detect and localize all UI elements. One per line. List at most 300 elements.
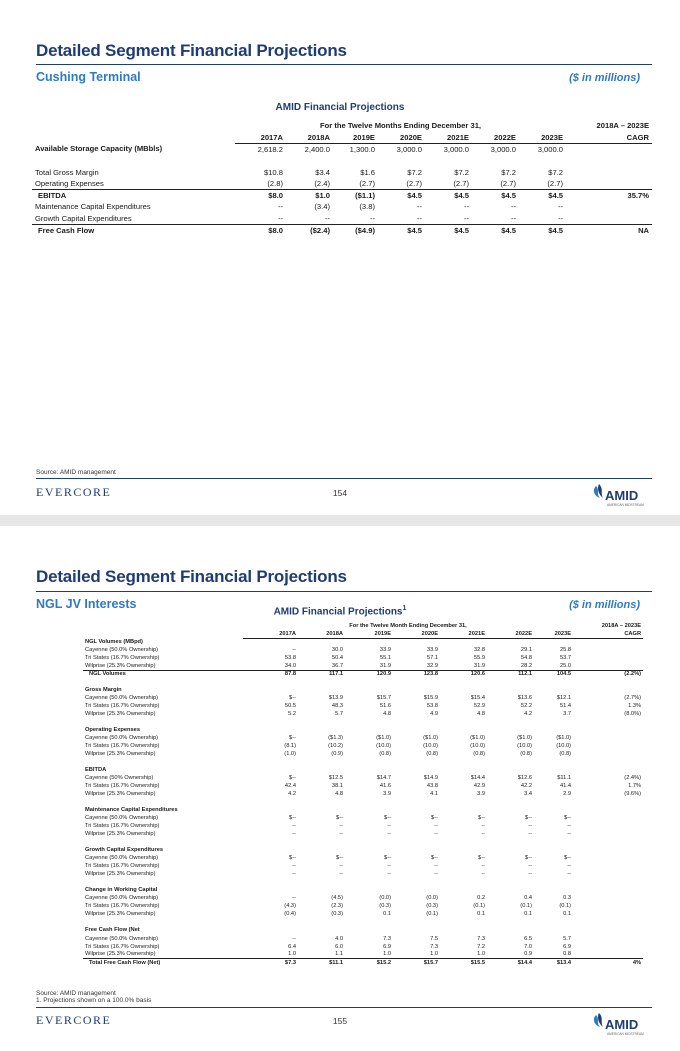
cell: $14.4 <box>470 775 485 782</box>
cell: 53.7 <box>559 655 572 662</box>
cell: $7.2 <box>454 167 469 177</box>
cell: $13.6 <box>517 695 532 702</box>
cagr-cell <box>566 201 652 213</box>
cell: (0.3) <box>426 903 438 910</box>
cell: (0.4) <box>284 911 296 918</box>
section-header-row <box>83 846 643 854</box>
cell: 51.4 <box>559 703 572 710</box>
cell: 7.2 <box>477 943 485 950</box>
year-header: 2021E <box>425 132 472 144</box>
cushing-projections-table <box>32 120 652 236</box>
cell: (2.7) <box>547 179 564 188</box>
cell: 4.9 <box>430 711 438 718</box>
table-row <box>83 702 643 710</box>
table-row <box>83 894 643 902</box>
cell: -- <box>292 831 296 838</box>
table-row <box>83 742 643 750</box>
cell: (10.0) <box>517 743 532 750</box>
cell: 117.1 <box>298 670 345 678</box>
cell: (8.1) <box>284 743 296 750</box>
cagr-cell: (2.7%) <box>624 695 642 702</box>
cagr-cell <box>573 742 643 750</box>
cell: $7.2 <box>548 167 564 177</box>
cell: $-- <box>564 815 572 822</box>
row-label: Wilprise (25.3% Ownership) <box>85 711 156 718</box>
cell: $12.5 <box>328 775 343 782</box>
row-label: Tri States (16.7% Ownership) <box>85 863 160 870</box>
amid-logo <box>592 1011 644 1037</box>
cell: $11.1 <box>557 775 572 782</box>
cell: (0.8) <box>559 751 572 758</box>
cell: -- <box>434 823 438 830</box>
cell: (3.8) <box>359 202 375 212</box>
svg-text:AMERICAN MIDSTREAM: AMERICAN MIDSTREAM <box>607 503 644 507</box>
cell: 3.9 <box>477 791 485 798</box>
cell: 55.9 <box>473 655 485 662</box>
cell: $12.1 <box>556 695 572 702</box>
cell: (4.5) <box>331 895 343 902</box>
capacity-row <box>32 143 652 155</box>
row-label: Cayenne (50.0% Ownership) <box>85 735 159 742</box>
cell: (4.3) <box>284 903 296 910</box>
section-title: Maintenance Capital Expenditures <box>85 807 178 814</box>
cell: 32.8 <box>473 647 485 654</box>
cell: (0.8) <box>379 751 391 758</box>
year-header-row <box>32 132 652 144</box>
cagr-cell: (2.2%) <box>573 670 643 678</box>
table-row <box>83 774 643 782</box>
cell: 55.1 <box>379 655 391 662</box>
year-header-row <box>83 630 643 638</box>
source-note: Source: AMID management <box>36 990 116 997</box>
table-row <box>83 822 643 830</box>
table-row <box>83 862 643 870</box>
cell: $15.7 <box>393 959 440 967</box>
cagr-cell <box>573 902 643 910</box>
cell: 5.7 <box>335 711 343 718</box>
row-label: Cayenne (50.0% Ownership) <box>85 647 159 654</box>
section-title: Free Cash Flow (Net <box>85 927 140 934</box>
cell: -- <box>481 871 485 878</box>
cagr-cell <box>573 943 643 951</box>
cell: -- <box>567 823 572 830</box>
cell: 57.1 <box>426 655 438 662</box>
cell: (3.4) <box>314 202 330 212</box>
row-label: Wilprise (25.3% Ownership) <box>85 791 156 798</box>
row-label: Available Storage Capacity (MBbls) <box>35 144 163 154</box>
cell: 7.0 <box>524 943 532 950</box>
cell: 3,000.0 <box>490 144 516 154</box>
cell: 2,618.2 <box>257 144 283 154</box>
year-header: 2017A <box>243 630 298 638</box>
cell: 6.0 <box>335 943 343 950</box>
spacer-row <box>83 838 643 846</box>
row-label: Tri States (16.7% Ownership) <box>85 703 160 710</box>
table-row <box>83 870 643 878</box>
cell: 7.3 <box>383 935 391 942</box>
year-header: 2020E <box>378 132 425 144</box>
cell: -- <box>387 863 391 870</box>
cell: 1.0 <box>288 951 296 958</box>
row-label: Wilprise (25.3% Ownership) <box>85 662 156 669</box>
section-title: Change in Working Capital <box>85 887 158 894</box>
cagr-cell <box>573 910 643 918</box>
table-row <box>83 854 643 862</box>
table-row <box>32 224 652 236</box>
cell: (0.0) <box>379 895 391 902</box>
cell: 87.8 <box>243 670 298 678</box>
cagr-cell <box>573 951 643 959</box>
section-header-row <box>83 726 643 734</box>
cagr-cell: 1.3% <box>628 703 642 710</box>
cell: 1.0 <box>430 951 438 958</box>
cell: -- <box>339 831 343 838</box>
cell: (10.0) <box>556 743 572 750</box>
section-subtitle: Cushing Terminal <box>36 70 141 84</box>
cell: (1.0) <box>284 751 296 758</box>
cell: $15.9 <box>423 695 438 702</box>
cagr-cell <box>573 830 643 838</box>
section-header-row <box>83 766 643 774</box>
cell: 6.5 <box>524 935 532 942</box>
cell: $15.7 <box>376 695 391 702</box>
footnote-marker: 1 <box>402 605 407 612</box>
cell: -- <box>339 871 343 878</box>
row-label: Tri States (16.7% Ownership) <box>85 903 160 910</box>
cagr-cell <box>573 894 643 902</box>
row-label: Wilprise (25.3% Ownership) <box>85 911 156 918</box>
cell: $14.4 <box>487 959 534 967</box>
cell: 0.1 <box>383 911 391 918</box>
cagr-cell <box>573 814 643 822</box>
cell: (2.7) <box>453 179 469 188</box>
section-subtitle: NGL JV Interests <box>36 597 137 611</box>
cell: $10.8 <box>263 167 283 177</box>
row-label: Cayenne (50.0% Ownership) <box>85 855 159 862</box>
cell: (0.9) <box>331 751 343 758</box>
cell: $15.5 <box>440 959 487 967</box>
cell: 30.0 <box>331 647 343 654</box>
cell: 1.0 <box>383 951 391 958</box>
title-divider <box>36 591 652 592</box>
section-title: Operating Expenses <box>85 727 140 734</box>
table-row <box>32 201 652 213</box>
cell: 123.8 <box>393 670 440 678</box>
cell: 6.9 <box>563 943 572 950</box>
year-header: 2021E <box>440 630 487 638</box>
cell: -- <box>567 871 572 878</box>
cagr-cell <box>566 178 652 190</box>
cell: ($1.0) <box>470 735 485 742</box>
year-header: 2020E <box>393 630 440 638</box>
page-separator <box>0 515 680 526</box>
row-label: Cayenne (50.0% Ownership) <box>85 695 159 702</box>
cell: 32.9 <box>426 662 438 669</box>
table-row <box>83 750 643 758</box>
row-label: Cayenne (50% Ownership) <box>85 775 154 782</box>
cell: 33.9 <box>379 647 391 654</box>
cagr-header: 2018A – 2023E <box>601 623 642 629</box>
spacer-row <box>83 678 643 686</box>
cell: 4.0 <box>335 935 343 942</box>
amid-logo-mark-icon <box>592 1011 644 1037</box>
row-label: Growth Capital Expenditures <box>35 213 132 223</box>
cell: 31.9 <box>473 662 485 669</box>
table-row <box>32 213 652 225</box>
cell: $13.9 <box>328 695 343 702</box>
cell: $4.5 <box>472 190 519 202</box>
cell: 43.8 <box>426 783 438 790</box>
table-row <box>32 167 652 179</box>
cell: $12.6 <box>517 775 532 782</box>
cell: 0.8 <box>563 951 572 958</box>
cell: $-- <box>289 735 296 742</box>
cell: -- <box>481 831 485 838</box>
cell: -- <box>567 831 572 838</box>
year-header: 2023E <box>534 630 573 638</box>
cagr-cell <box>573 935 643 943</box>
table-row <box>83 935 643 943</box>
cell: -- <box>292 647 296 654</box>
cell: (2.7) <box>406 179 422 188</box>
section-header-row <box>83 686 643 694</box>
cagr-cell <box>573 654 643 662</box>
table-row <box>83 662 643 670</box>
cell: (0.1) <box>473 903 485 910</box>
year-header: 2018A <box>286 132 333 144</box>
table-row <box>83 734 643 742</box>
cell: -- <box>387 871 391 878</box>
section-title: NGL Volumes (MBpd) <box>85 639 143 646</box>
cagr-cell <box>573 854 643 862</box>
cell: -- <box>339 823 343 830</box>
cell: $-- <box>336 815 343 822</box>
section-header-row <box>83 806 643 814</box>
cell: $4.5 <box>378 224 425 236</box>
table-row <box>83 710 643 718</box>
cell: $-- <box>431 855 438 862</box>
row-label: Free Cash Flow <box>32 224 235 236</box>
cell: -- <box>324 213 330 223</box>
cell: 7.3 <box>430 943 438 950</box>
cell: 53.8 <box>426 703 438 710</box>
cell: 53.8 <box>284 655 296 662</box>
table-row <box>83 951 643 959</box>
source-note: Source: AMID management <box>36 469 116 476</box>
row-label: Wilprise (25.3% Ownership) <box>85 831 156 838</box>
cell: -- <box>292 895 296 902</box>
year-header: 2023E <box>519 132 566 144</box>
spacer-row <box>83 918 643 926</box>
cell: $11.1 <box>298 959 345 967</box>
cell: -- <box>463 213 469 223</box>
cagr-cell: 1.7% <box>628 783 642 790</box>
footer-divider <box>36 1007 652 1008</box>
cell: ($2.4) <box>286 224 333 236</box>
cell: 2,400.0 <box>304 144 330 154</box>
cell: -- <box>292 863 296 870</box>
cell: (10.0) <box>376 743 391 750</box>
cell: $4.5 <box>425 224 472 236</box>
row-label: Wilprise (25.3% Ownership) <box>85 751 156 758</box>
spacer-row <box>83 758 643 766</box>
cell: 3.4 <box>524 791 532 798</box>
row-label: Maintenance Capital Expenditures <box>35 202 151 212</box>
cell: -- <box>557 213 564 223</box>
cell: $-- <box>525 855 532 862</box>
cell: 31.9 <box>379 662 391 669</box>
cell: -- <box>510 202 516 212</box>
cell: 112.1 <box>487 670 534 678</box>
cell: 0.1 <box>563 911 572 918</box>
cell: $-- <box>478 855 485 862</box>
cell: $14.9 <box>423 775 438 782</box>
amid-logo-mark-icon <box>592 482 644 508</box>
cell: 52.9 <box>473 703 485 710</box>
section-title: Growth Capital Expenditures <box>85 847 164 854</box>
cell: $-- <box>431 815 438 822</box>
cell: $7.2 <box>501 167 516 177</box>
cell: -- <box>369 213 375 223</box>
cell: 0.9 <box>524 951 532 958</box>
svg-text:AMID: AMID <box>605 1017 639 1032</box>
section-title: Gross Margin <box>85 687 122 694</box>
cell: -- <box>277 202 283 212</box>
cell: $15.4 <box>470 695 485 702</box>
cell: (10.0) <box>470 743 485 750</box>
cagr-subheader: CAGR <box>573 630 643 638</box>
cell: (10.0) <box>423 743 438 750</box>
table-row <box>83 910 643 918</box>
cell: (0.3) <box>379 903 391 910</box>
cell: (0.8) <box>473 751 485 758</box>
cell: 38.1 <box>331 783 343 790</box>
cell: $-- <box>289 695 296 702</box>
row-label: Total Gross Margin <box>35 167 99 177</box>
cagr-cell: 35.7% <box>566 190 652 202</box>
year-header: 2022E <box>472 132 519 144</box>
cagr-cell <box>566 167 652 179</box>
page-number: 155 <box>332 1016 348 1026</box>
table-row <box>83 790 643 798</box>
cell: ($1.0) <box>376 735 391 742</box>
cell: (2.4) <box>314 179 330 188</box>
row-label: Total Free Cash Flow (Net) <box>83 959 243 967</box>
cell: 51.6 <box>379 703 391 710</box>
table-row <box>83 694 643 702</box>
cell: (2.7) <box>359 179 375 188</box>
table-row <box>83 814 643 822</box>
cell: 3.9 <box>383 791 391 798</box>
cell: -- <box>292 823 296 830</box>
cell: 6.4 <box>288 943 296 950</box>
cell: 104.5 <box>534 670 573 678</box>
cell: ($1.0) <box>517 735 532 742</box>
cell: 4.8 <box>383 711 391 718</box>
table-row <box>83 943 643 951</box>
cell: (0.0) <box>426 895 438 902</box>
cell: (0.8) <box>520 751 532 758</box>
cell: 33.9 <box>426 647 438 654</box>
cell: 50.5 <box>284 703 296 710</box>
cell: 3,000.0 <box>443 144 469 154</box>
cell: 3.7 <box>563 711 572 718</box>
cagr-cell <box>573 862 643 870</box>
cell: $8.0 <box>235 190 286 202</box>
row-label: Tri States (16.7% Ownership) <box>85 943 160 950</box>
cell: 41.6 <box>379 783 391 790</box>
cagr-cell <box>573 734 643 742</box>
cagr-cell: (9.6%) <box>624 791 642 798</box>
amid-logo <box>592 482 644 508</box>
cagr-cell: NA <box>566 224 652 236</box>
cell: -- <box>416 202 422 212</box>
cell: $14.7 <box>376 775 391 782</box>
cell: $-- <box>289 815 296 822</box>
section-header-row <box>83 638 643 646</box>
units-label: ($ in millions) <box>569 72 640 84</box>
cell: -- <box>277 213 283 223</box>
header-span: For the Twelve Month Ending December 31, <box>349 623 467 629</box>
footnote: 1. Projections shown on a 100.0% basis <box>36 997 152 1004</box>
table-title <box>0 605 680 617</box>
row-label: Wilprise (25.3% Ownership) <box>85 951 156 958</box>
cagr-cell: 4% <box>573 959 643 967</box>
cell: $4.5 <box>519 224 566 236</box>
cagr-cell: (2.4%) <box>624 775 642 782</box>
cell: 0.4 <box>524 895 532 902</box>
row-label: Operating Expenses <box>35 179 104 188</box>
cell: (10.2) <box>328 743 343 750</box>
cell: -- <box>292 871 296 878</box>
footer-divider <box>36 478 652 479</box>
table-row <box>83 654 643 662</box>
cell: 4.1 <box>430 791 438 798</box>
row-label: Cayenne (50.0% Ownership) <box>85 815 159 822</box>
spacer-row <box>83 878 643 886</box>
table-row <box>83 830 643 838</box>
cagr-cell <box>573 662 643 670</box>
cell: 4.2 <box>524 711 532 718</box>
cell: ($4.9) <box>333 224 378 236</box>
cell: 52.2 <box>520 703 532 710</box>
cell: -- <box>567 863 572 870</box>
year-header: 2019E <box>333 132 378 144</box>
cell: 41.4 <box>559 783 572 790</box>
cell: 48.3 <box>331 703 343 710</box>
cell: -- <box>339 863 343 870</box>
cell: 1,300.0 <box>349 144 375 154</box>
cell: (2.3) <box>331 903 343 910</box>
units-label: ($ in millions) <box>569 599 640 611</box>
spacer-row <box>83 718 643 726</box>
cell: $7.2 <box>407 167 422 177</box>
cell: -- <box>434 831 438 838</box>
cagr-cell <box>573 870 643 878</box>
year-header: 2018A <box>298 630 345 638</box>
cell: 54.8 <box>520 655 532 662</box>
cell: 0.1 <box>524 911 532 918</box>
cell: 0.2 <box>477 895 485 902</box>
cell: (0.8) <box>426 751 438 758</box>
cell: 2.9 <box>563 791 572 798</box>
cell: 4.8 <box>477 711 485 718</box>
cell: 29.1 <box>520 647 532 654</box>
evercore-logo: EVERCORE <box>36 485 112 499</box>
svg-text:AMERICAN MIDSTREAM: AMERICAN MIDSTREAM <box>607 1032 644 1036</box>
cagr-cell <box>573 646 643 654</box>
cell: -- <box>292 935 296 942</box>
